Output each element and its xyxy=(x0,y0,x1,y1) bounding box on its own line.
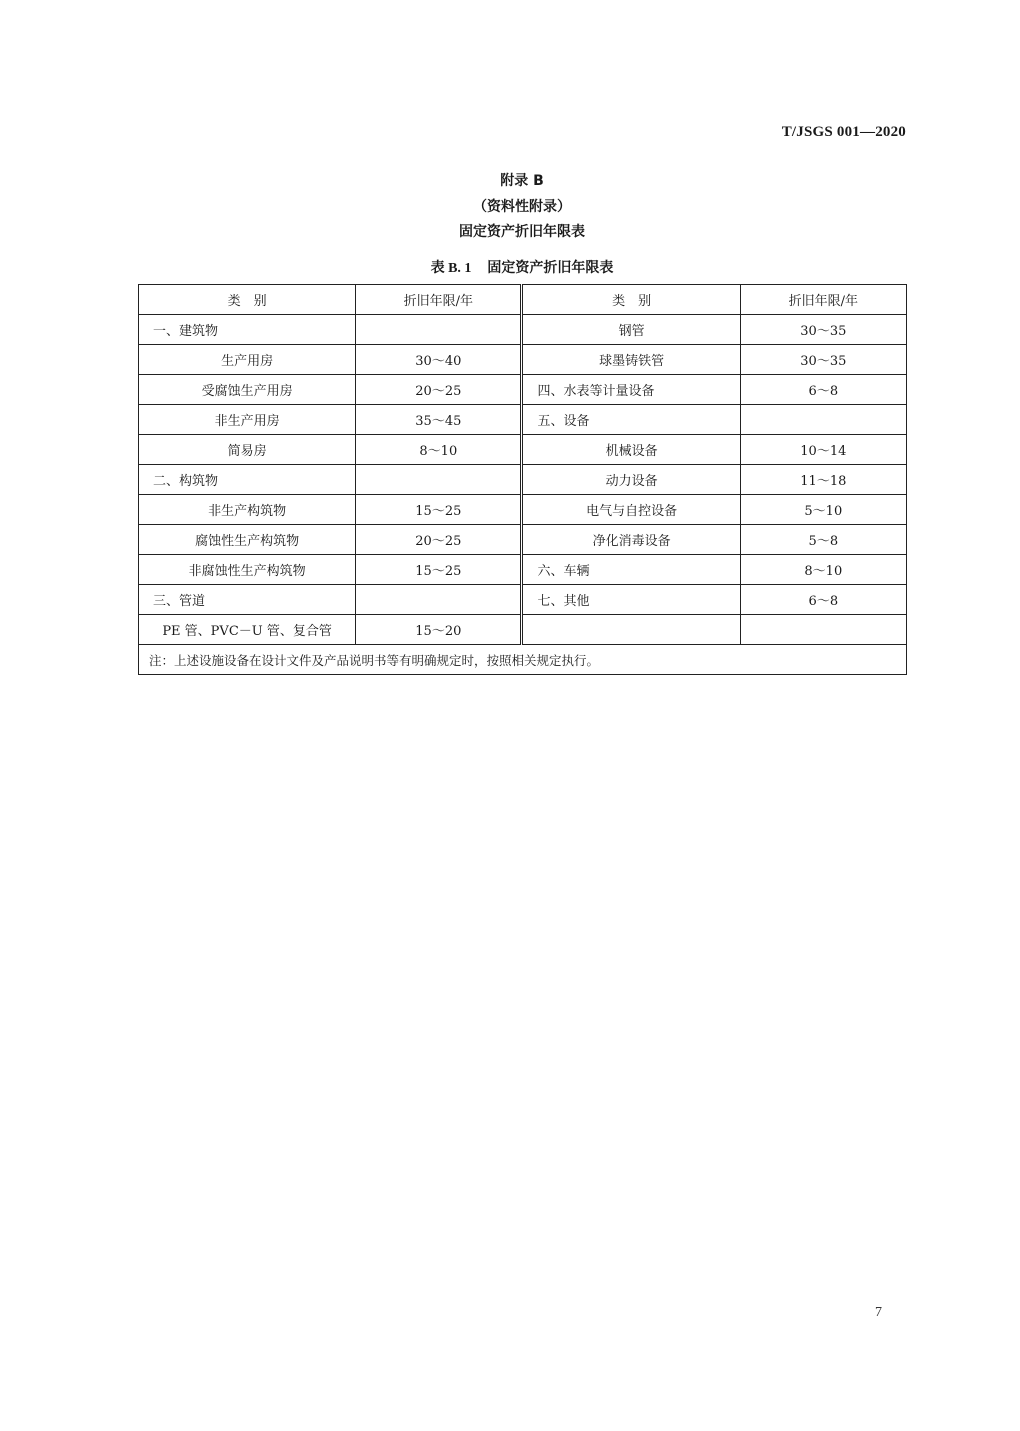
years-left-cell: 35～45 xyxy=(356,405,522,435)
category-left-cell: PE 管、PVC－U 管、复合管 xyxy=(139,615,356,645)
page-number: 7 xyxy=(875,1305,882,1320)
table-header-row xyxy=(139,285,907,315)
years-right-cell xyxy=(740,615,906,645)
years-right-cell: 30～35 xyxy=(740,345,906,375)
category-right-cell: 机械设备 xyxy=(522,435,740,465)
table-row xyxy=(139,315,907,345)
category-right-cell: 七、其他 xyxy=(522,585,740,615)
years-right-cell: 5～8 xyxy=(740,525,906,555)
header-category-left: 类 别 xyxy=(139,285,356,315)
years-right-cell: 6～8 xyxy=(740,585,906,615)
category-left-cell: 三、管道 xyxy=(139,585,356,615)
table-note-row xyxy=(139,645,907,675)
category-left-cell: 非生产构筑物 xyxy=(139,495,356,525)
years-right-cell: 6～8 xyxy=(740,375,906,405)
table-row xyxy=(139,495,907,525)
category-left-cell: 非腐蚀性生产构筑物 xyxy=(139,555,356,585)
years-right-cell xyxy=(740,405,906,435)
table-row xyxy=(139,435,907,465)
years-left-cell: 20～25 xyxy=(356,525,522,555)
table-row xyxy=(139,465,907,495)
category-right-cell: 球墨铸铁管 xyxy=(522,345,740,375)
table-caption-number: 表 B. 1 xyxy=(430,261,472,276)
category-left-cell: 一、建筑物 xyxy=(139,315,356,345)
years-left-cell xyxy=(356,315,522,345)
category-left-cell: 非生产用房 xyxy=(139,405,356,435)
table-row xyxy=(139,555,907,585)
years-right-cell: 5～10 xyxy=(740,495,906,525)
depreciation-table xyxy=(138,284,907,675)
category-left-cell: 受腐蚀生产用房 xyxy=(139,375,356,405)
standard-code: T/JSGS 001—2020 xyxy=(781,124,906,140)
header-years-left: 折旧年限/年 xyxy=(356,285,522,315)
category-right-cell: 电气与自控设备 xyxy=(522,495,740,525)
header-years-right: 折旧年限/年 xyxy=(740,285,906,315)
years-left-cell: 15～25 xyxy=(356,495,522,525)
category-right-cell: 净化消毒设备 xyxy=(522,525,740,555)
years-left-cell: 20～25 xyxy=(356,375,522,405)
table-row xyxy=(139,405,907,435)
category-right-cell: 动力设备 xyxy=(522,465,740,495)
category-right-cell: 六、车辆 xyxy=(522,555,740,585)
category-left-cell: 生产用房 xyxy=(139,345,356,375)
years-left-cell xyxy=(356,585,522,615)
category-right-cell xyxy=(522,615,740,645)
years-left-cell: 30～40 xyxy=(356,345,522,375)
table-row xyxy=(139,345,907,375)
table-caption-title: 固定资产折旧年限表 xyxy=(487,260,614,276)
years-right-cell: 30～35 xyxy=(740,315,906,345)
years-right-cell: 10～14 xyxy=(740,435,906,465)
years-left-cell: 15～25 xyxy=(356,555,522,585)
table-row xyxy=(139,585,907,615)
table-caption xyxy=(0,257,1020,277)
category-left-cell: 简易房 xyxy=(139,435,356,465)
years-left-cell: 8～10 xyxy=(356,435,522,465)
category-right-cell: 五、设备 xyxy=(522,405,740,435)
years-right-cell: 8～10 xyxy=(740,555,906,585)
appendix-name: 固定资产折旧年限表 xyxy=(459,224,585,240)
table-row xyxy=(139,615,907,645)
years-left-cell xyxy=(356,465,522,495)
appendix-title: 附录 B xyxy=(500,173,544,189)
table-note: 注：上述设施设备在设计文件及产品说明书等有明确规定时，按照相关规定执行。 xyxy=(139,645,907,675)
appendix-subtitle: （资料性附录） xyxy=(473,199,571,215)
category-left-cell: 腐蚀性生产构筑物 xyxy=(139,525,356,555)
category-left-cell: 二、构筑物 xyxy=(139,465,356,495)
category-right-cell: 四、水表等计量设备 xyxy=(522,375,740,405)
years-right-cell: 11～18 xyxy=(740,465,906,495)
table-row xyxy=(139,375,907,405)
years-left-cell: 15～20 xyxy=(356,615,522,645)
table-row xyxy=(139,525,907,555)
header-category-right: 类 别 xyxy=(522,285,740,315)
category-right-cell: 钢管 xyxy=(522,315,740,345)
